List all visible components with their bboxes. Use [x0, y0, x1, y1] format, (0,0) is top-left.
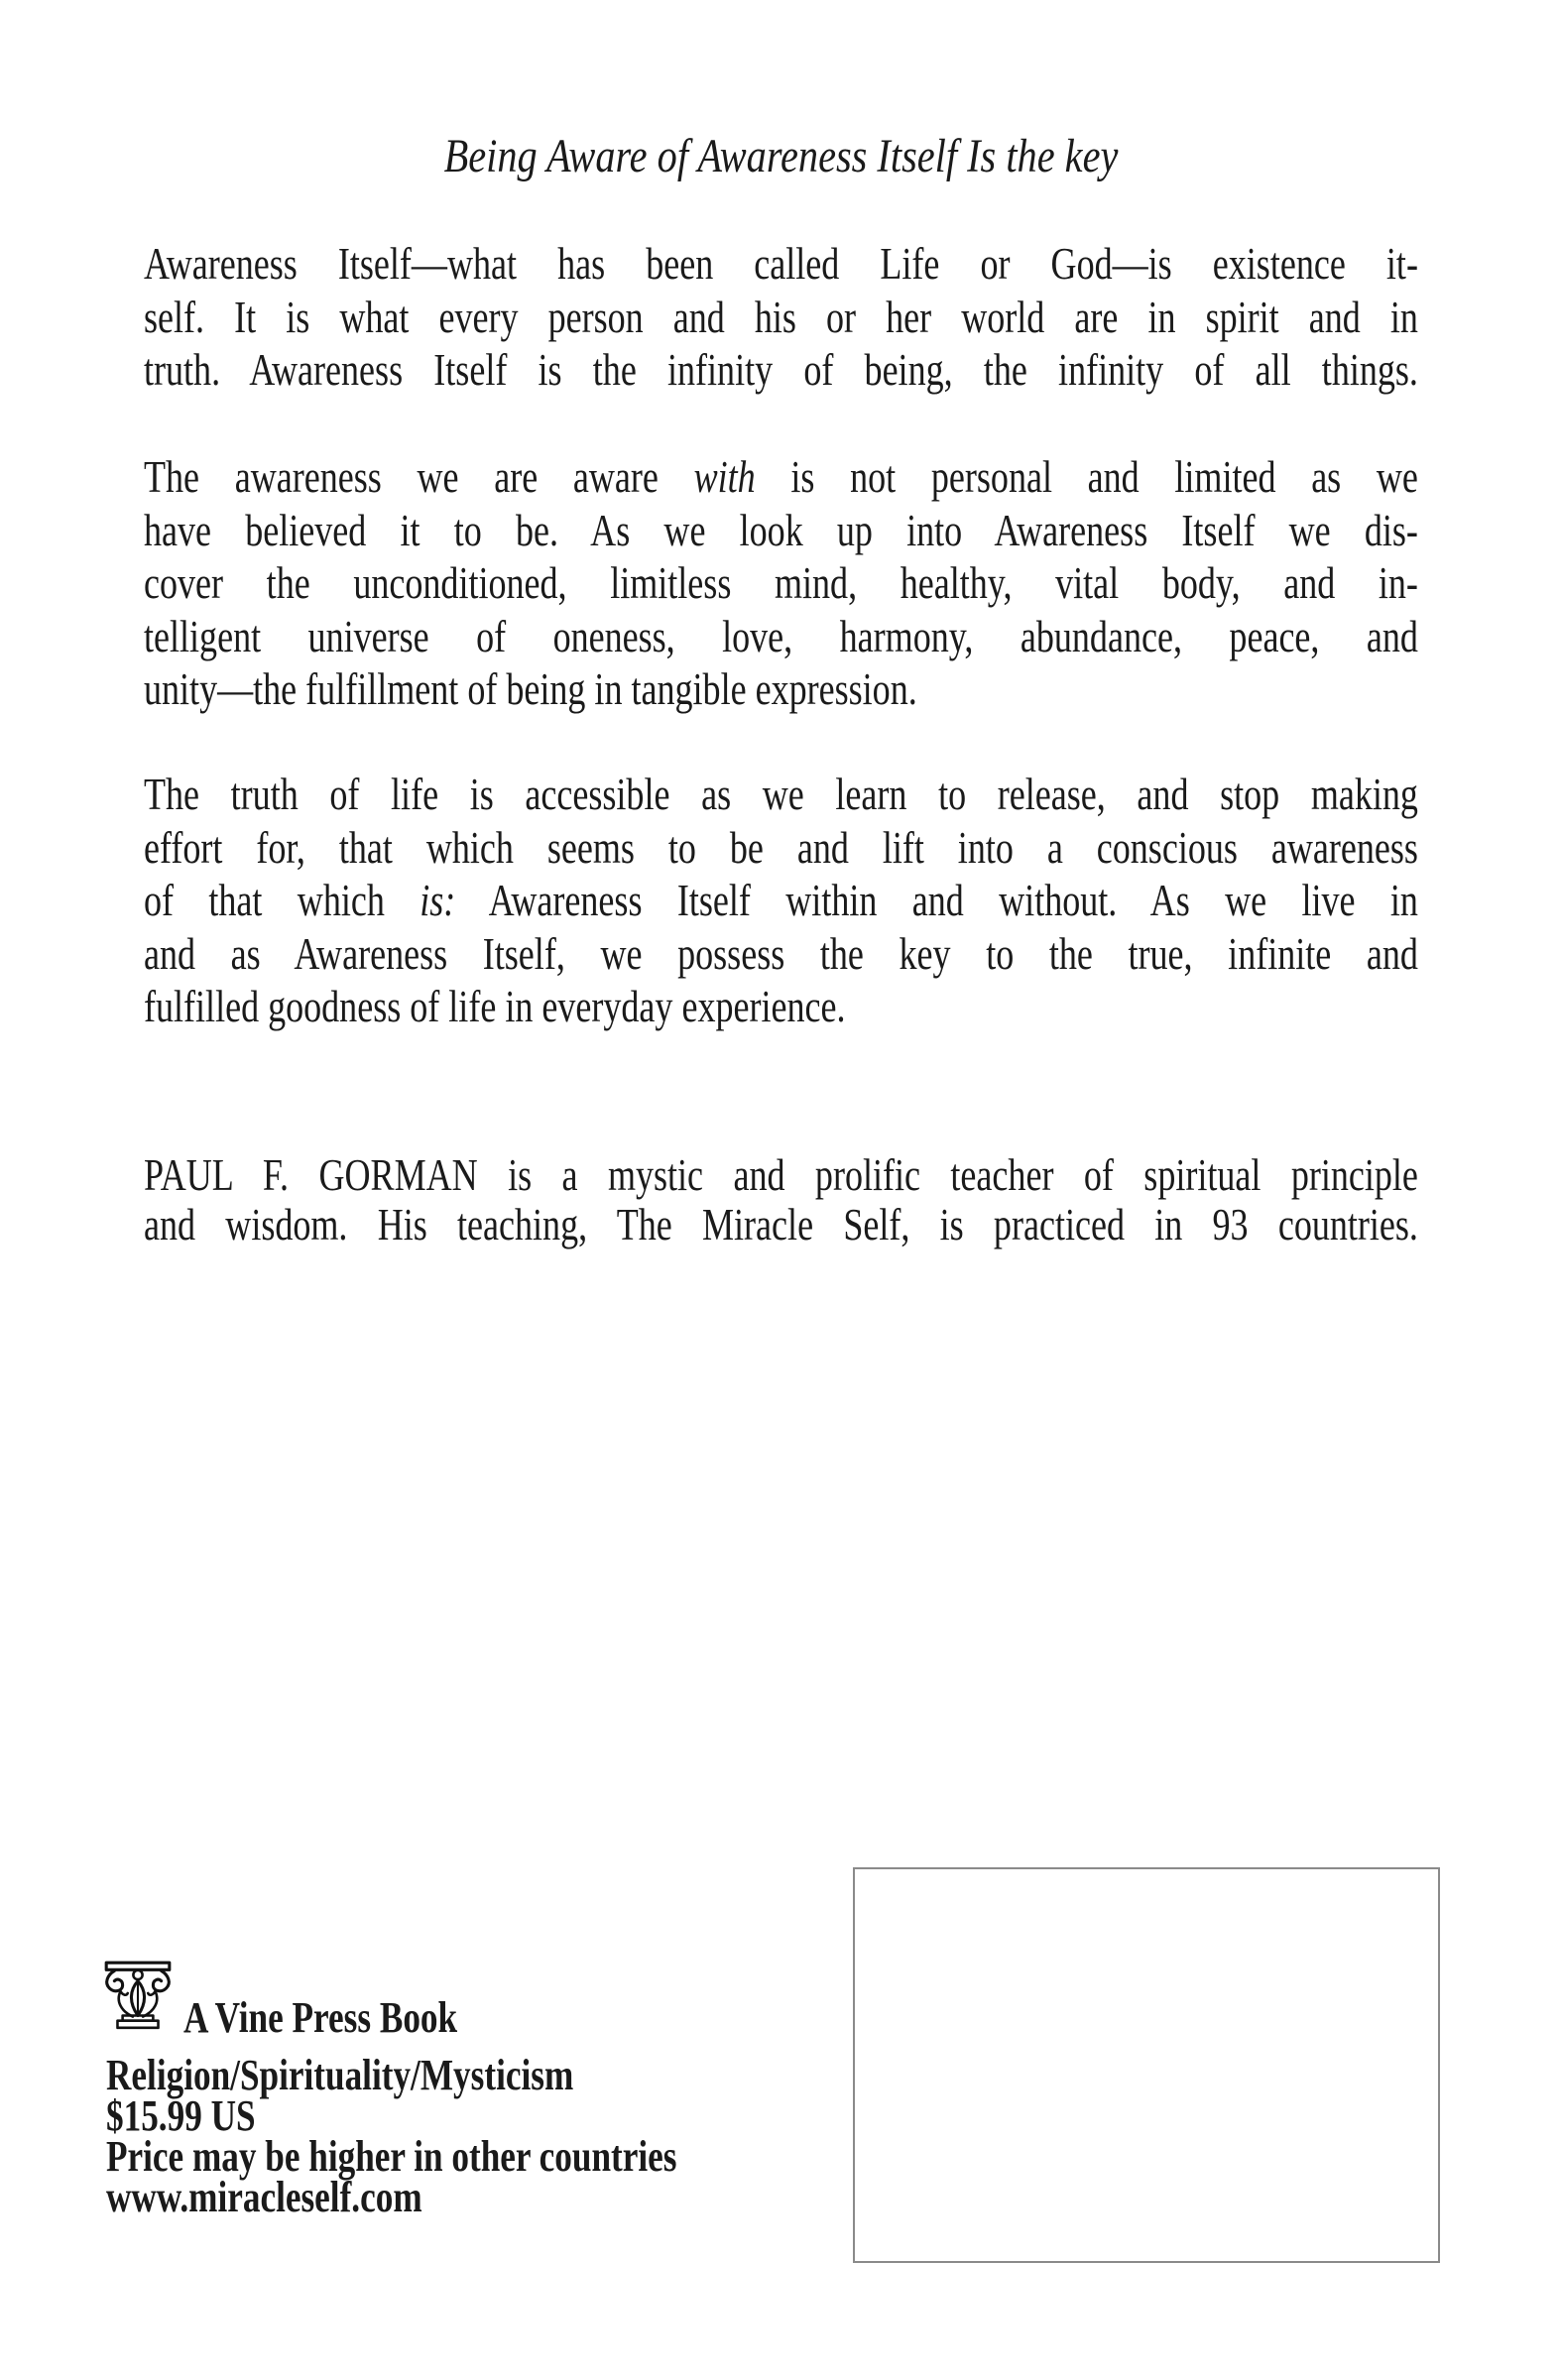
- category-label: Religion/Spirituality/Mysticism: [106, 2051, 574, 2099]
- text-line: and wisdom. His teaching, The Miracle Self, is practiced in 93 countries.: [144, 1199, 1418, 1250]
- tagline: Being Aware of Awareness Itself Is the key: [443, 130, 1119, 182]
- text-line: PAUL F. GORMAN is a mystic and prolific teacher of spiritual principle: [144, 1149, 1418, 1200]
- text-line: The truth of life is accessible as we learn to release, and stop making: [144, 769, 1418, 819]
- text-line: fulfilled goodness of life in everyday experience.: [144, 981, 846, 1031]
- text-line: and as Awareness Itself, we possess the key to the true, infinite and: [144, 927, 1418, 979]
- text-line: truth. Awareness Itself is the infinity of being, the infinity of all things.: [144, 344, 1418, 395]
- column-capital-icon: [99, 1960, 177, 2031]
- description-paragraph-3: [144, 768, 1418, 1033]
- imprint-label: A Vine Press Book: [183, 1993, 458, 2042]
- description-paragraph-2: [144, 450, 1418, 716]
- text-line: cover the unconditioned, limitless mind, healthy, vital body, and in-: [144, 557, 1418, 608]
- text-line: The awareness we are aware with is not personal and limited as we: [144, 451, 1418, 502]
- text-line: telligent universe of oneness, love, harmony, abundance, peace, and: [144, 610, 1418, 661]
- website-label: www.miracleself.com: [106, 2173, 422, 2221]
- price-label: $15.99 US: [106, 2091, 256, 2140]
- author-bio: [144, 1150, 1418, 1250]
- text-line: Awareness Itself—what has been called Life or God—is existence it-: [144, 238, 1418, 289]
- text-line: have believed it to be. As we look up into Awareness Itself we dis-: [144, 504, 1418, 555]
- text-line: self. It is what every person and his or her world are in spirit and in: [144, 291, 1418, 342]
- text-line: unity—the fulfillment of being in tangible expression.: [144, 663, 917, 714]
- price-note-label: Price may be higher in other countries: [106, 2132, 677, 2181]
- barcode-placeholder: [853, 1867, 1440, 2263]
- text-line: effort for, that which seems to be and lift into a conscious awareness: [144, 821, 1418, 873]
- description-paragraph-1: [144, 237, 1418, 397]
- text-line: of that which is: Awareness Itself within and without. As we live in: [144, 875, 1418, 925]
- publisher-info-block: [106, 2051, 677, 2221]
